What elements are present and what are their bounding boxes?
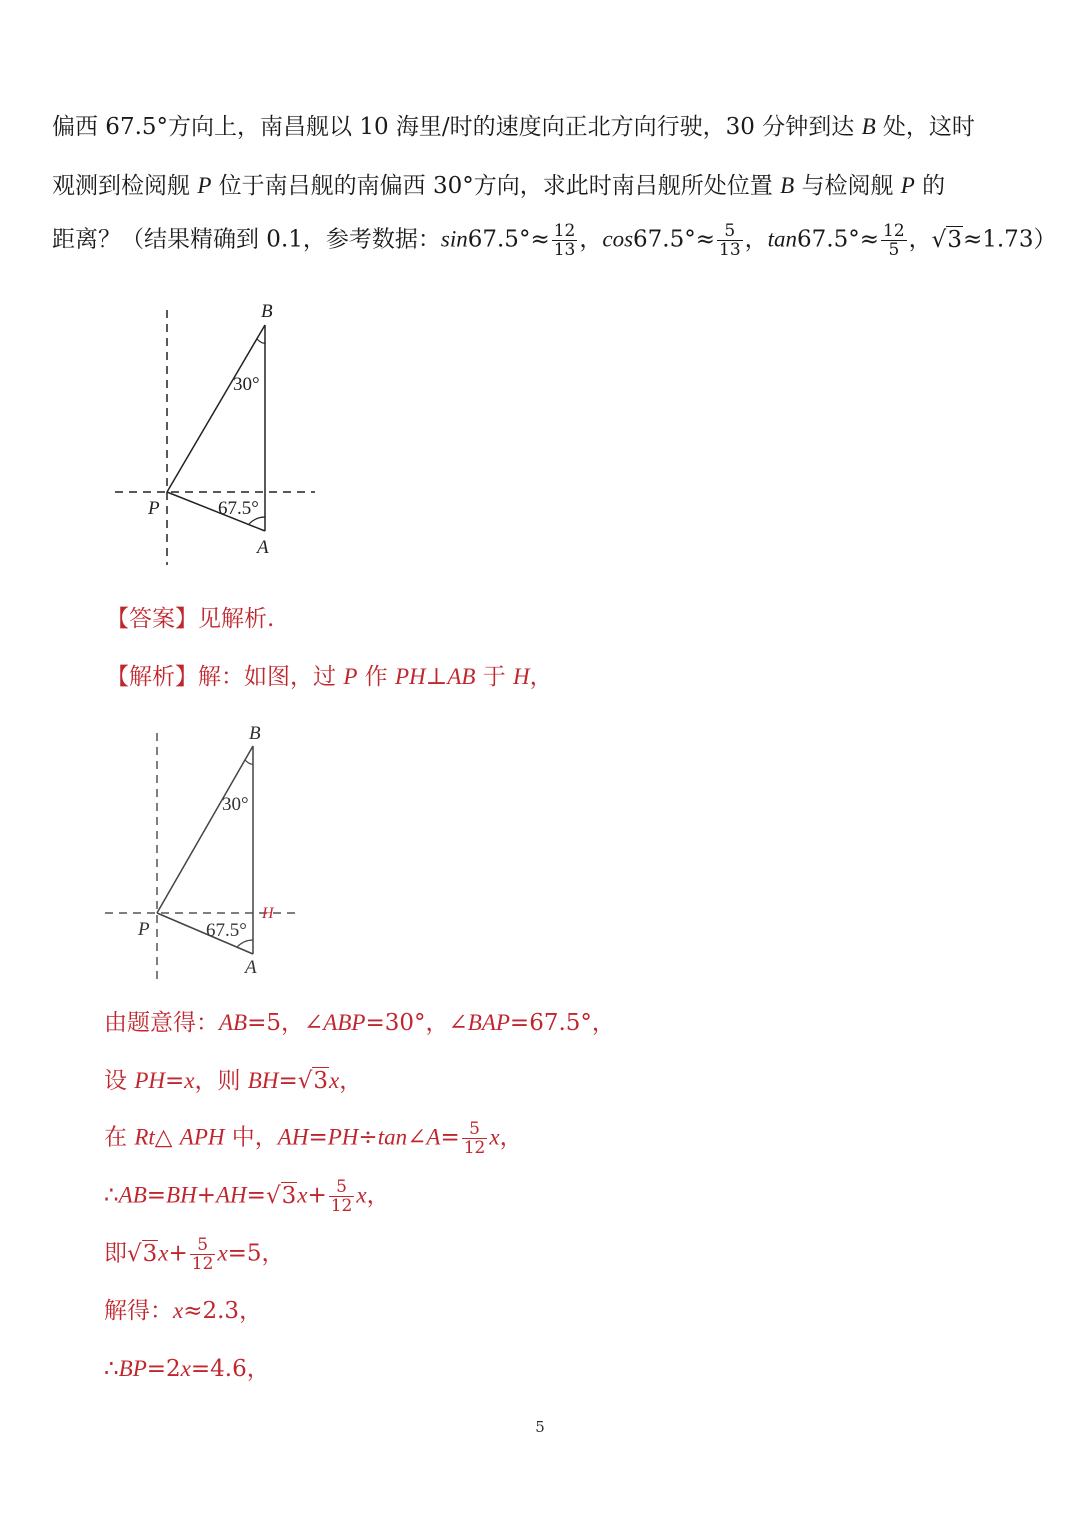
- step-6: [104, 1296, 262, 1326]
- var: x: [173, 1298, 184, 1323]
- var-ph: PH: [395, 664, 426, 689]
- text: 解得：: [104, 1298, 173, 1324]
- sin-fraction: [552, 222, 578, 259]
- angle-arc-b: [245, 760, 253, 764]
- problem-line-1: [52, 112, 975, 142]
- text: ≈2.3，: [183, 1298, 263, 1324]
- text: =: [308, 1124, 328, 1151]
- angle-arc-b: [257, 339, 265, 343]
- label-h: H: [262, 905, 274, 922]
- text: =67.5°，: [509, 1010, 615, 1036]
- sqrt-expression: √3: [931, 226, 962, 253]
- var-ab: AB: [447, 664, 476, 689]
- var: x: [180, 1356, 191, 1381]
- step-2: [104, 1066, 362, 1096]
- angle-label-67-5: 67.5°: [218, 498, 259, 519]
- cos-label: cos: [602, 226, 634, 252]
- numerator: 12: [883, 221, 905, 241]
- var-p: P: [343, 664, 358, 689]
- text: ，则: [194, 1068, 248, 1094]
- label-b: B: [261, 301, 273, 322]
- text: 设: [104, 1068, 135, 1094]
- radicand: 3: [142, 1240, 158, 1267]
- step-4: [104, 1178, 390, 1215]
- var: BH: [247, 1068, 279, 1093]
- label-b: B: [249, 723, 261, 744]
- var: tan: [377, 1124, 408, 1150]
- text: =: [164, 1068, 185, 1094]
- text: 中，: [224, 1124, 278, 1151]
- angle-arc-a: [237, 940, 253, 947]
- text: 在: [104, 1124, 135, 1151]
- text: 作: [357, 664, 395, 690]
- text: =4.6，: [190, 1356, 270, 1382]
- denominator: 12: [330, 1196, 353, 1216]
- var: AB: [219, 1010, 248, 1035]
- var-p: P: [900, 173, 915, 198]
- analysis-tag: 【解析】: [106, 664, 198, 690]
- tan-fraction: [881, 222, 907, 259]
- var: x: [158, 1240, 169, 1266]
- therefore-symbol: ∴: [104, 1182, 119, 1209]
- text: +: [196, 1182, 216, 1209]
- text: 观测到检阅舰: [52, 173, 198, 199]
- denominator: 5: [888, 240, 900, 260]
- problem-line-2: [52, 171, 945, 201]
- sqrt-expression: √3: [127, 1240, 158, 1267]
- cos-value: 67.5°≈: [633, 226, 716, 253]
- text: 即: [104, 1240, 127, 1267]
- text: 于: [475, 664, 514, 690]
- var: A: [426, 1124, 441, 1150]
- text: ∠: [407, 1124, 427, 1151]
- var: x: [217, 1240, 228, 1266]
- numerator: 5: [329, 1178, 355, 1197]
- label-a: A: [245, 957, 257, 978]
- figure-1: [110, 295, 330, 570]
- analysis-line: [106, 662, 553, 692]
- answer-tag: 【答案】: [106, 606, 198, 632]
- var: BH: [166, 1182, 197, 1208]
- sqrt-value: ≈1.73）: [962, 226, 1057, 253]
- numerator: 5: [190, 1236, 216, 1255]
- tan-value: 67.5°≈: [797, 226, 880, 253]
- denominator: 12: [463, 1138, 486, 1158]
- denominator: 13: [553, 240, 576, 260]
- radicand: 3: [947, 226, 962, 253]
- var: Rt: [134, 1124, 155, 1150]
- var: AB: [118, 1182, 147, 1208]
- text: +: [168, 1240, 188, 1267]
- denominator: 13: [719, 240, 741, 260]
- step-5: [104, 1236, 285, 1273]
- tan-label: tan: [767, 226, 798, 252]
- var: x: [356, 1182, 367, 1208]
- var: x: [297, 1182, 308, 1208]
- answer-text: 见解析.: [198, 606, 275, 632]
- text: =: [246, 1182, 266, 1209]
- var-p: P: [197, 173, 212, 198]
- label-a: A: [257, 537, 269, 558]
- text: =30°，∠: [365, 1010, 468, 1036]
- text: =5，: [227, 1240, 285, 1267]
- text: ÷: [358, 1124, 378, 1151]
- problem-line-3: [52, 222, 1056, 259]
- numerator: 5: [717, 222, 743, 241]
- therefore-symbol: ∴: [104, 1356, 119, 1382]
- text: 的: [914, 173, 946, 199]
- var: ABP: [323, 1010, 366, 1035]
- answer-line: [106, 604, 274, 634]
- var: AH: [215, 1182, 247, 1208]
- fraction: [329, 1178, 355, 1215]
- cos-fraction: [717, 222, 743, 259]
- text: =5，∠: [247, 1010, 324, 1036]
- denominator: 12: [191, 1254, 214, 1274]
- sin-value: 67.5°≈: [467, 226, 550, 253]
- text: 偏西 67.5°方向上，南昌舰以 10 海里/时的速度向正北方向行驶，30 分钟到达: [52, 114, 862, 140]
- text: =: [440, 1124, 460, 1151]
- figure-2: [100, 718, 320, 988]
- perp-symbol: ⊥: [425, 664, 448, 690]
- text: ，: [499, 1124, 523, 1151]
- var: x: [489, 1124, 500, 1150]
- text: 由题意得：: [104, 1010, 219, 1036]
- sqrt-expression: √3: [265, 1182, 297, 1209]
- segment-pb: [167, 325, 265, 492]
- angle-label-30: 30°: [233, 374, 260, 395]
- text: 距离？（结果精确到 0.1，参考数据：: [52, 226, 441, 253]
- text: =: [278, 1068, 298, 1094]
- step-1: [104, 1008, 615, 1038]
- text: ，: [339, 1068, 363, 1094]
- text: +: [307, 1182, 327, 1209]
- angle-label-67-5: 67.5°: [206, 920, 247, 941]
- text: ，: [366, 1182, 390, 1209]
- segment-pb: [157, 746, 253, 913]
- numerator: 12: [553, 221, 576, 241]
- text: 位于南吕舰的南偏西 30°方向，求此时南吕舰所处位置: [211, 173, 781, 199]
- step-3: [104, 1120, 523, 1157]
- text: 与检阅舰: [794, 173, 901, 199]
- var: PH: [327, 1124, 359, 1150]
- angle-label-30: 30°: [222, 794, 249, 815]
- separator: ，: [579, 226, 603, 253]
- var: PH: [134, 1068, 165, 1093]
- sqrt-expression: √3: [297, 1068, 329, 1094]
- text: 解：如图，过: [198, 664, 344, 690]
- step-7: [104, 1354, 270, 1384]
- separator: ，: [908, 226, 932, 253]
- fraction: [462, 1120, 488, 1157]
- label-p: P: [148, 498, 160, 519]
- sin-label: sin: [440, 226, 468, 252]
- numerator: 5: [462, 1120, 488, 1139]
- var-b: B: [780, 173, 795, 198]
- var: APH: [179, 1124, 225, 1150]
- var: x: [184, 1068, 195, 1093]
- var: x: [329, 1068, 340, 1093]
- fraction: [190, 1236, 216, 1273]
- text: =2: [146, 1356, 181, 1382]
- label-p: P: [138, 919, 150, 940]
- text: =: [146, 1182, 167, 1209]
- page-number: 5: [535, 1418, 545, 1436]
- var: AH: [277, 1124, 309, 1150]
- text: ，: [529, 664, 553, 690]
- var: BP: [118, 1356, 147, 1381]
- separator: ，: [744, 226, 768, 253]
- var-h: H: [513, 664, 530, 689]
- text: 处，这时: [875, 114, 975, 140]
- radicand: 3: [281, 1182, 297, 1209]
- text: △: [154, 1124, 180, 1151]
- var: BAP: [467, 1010, 510, 1035]
- radicand: 3: [313, 1068, 329, 1094]
- var-b: B: [861, 114, 876, 139]
